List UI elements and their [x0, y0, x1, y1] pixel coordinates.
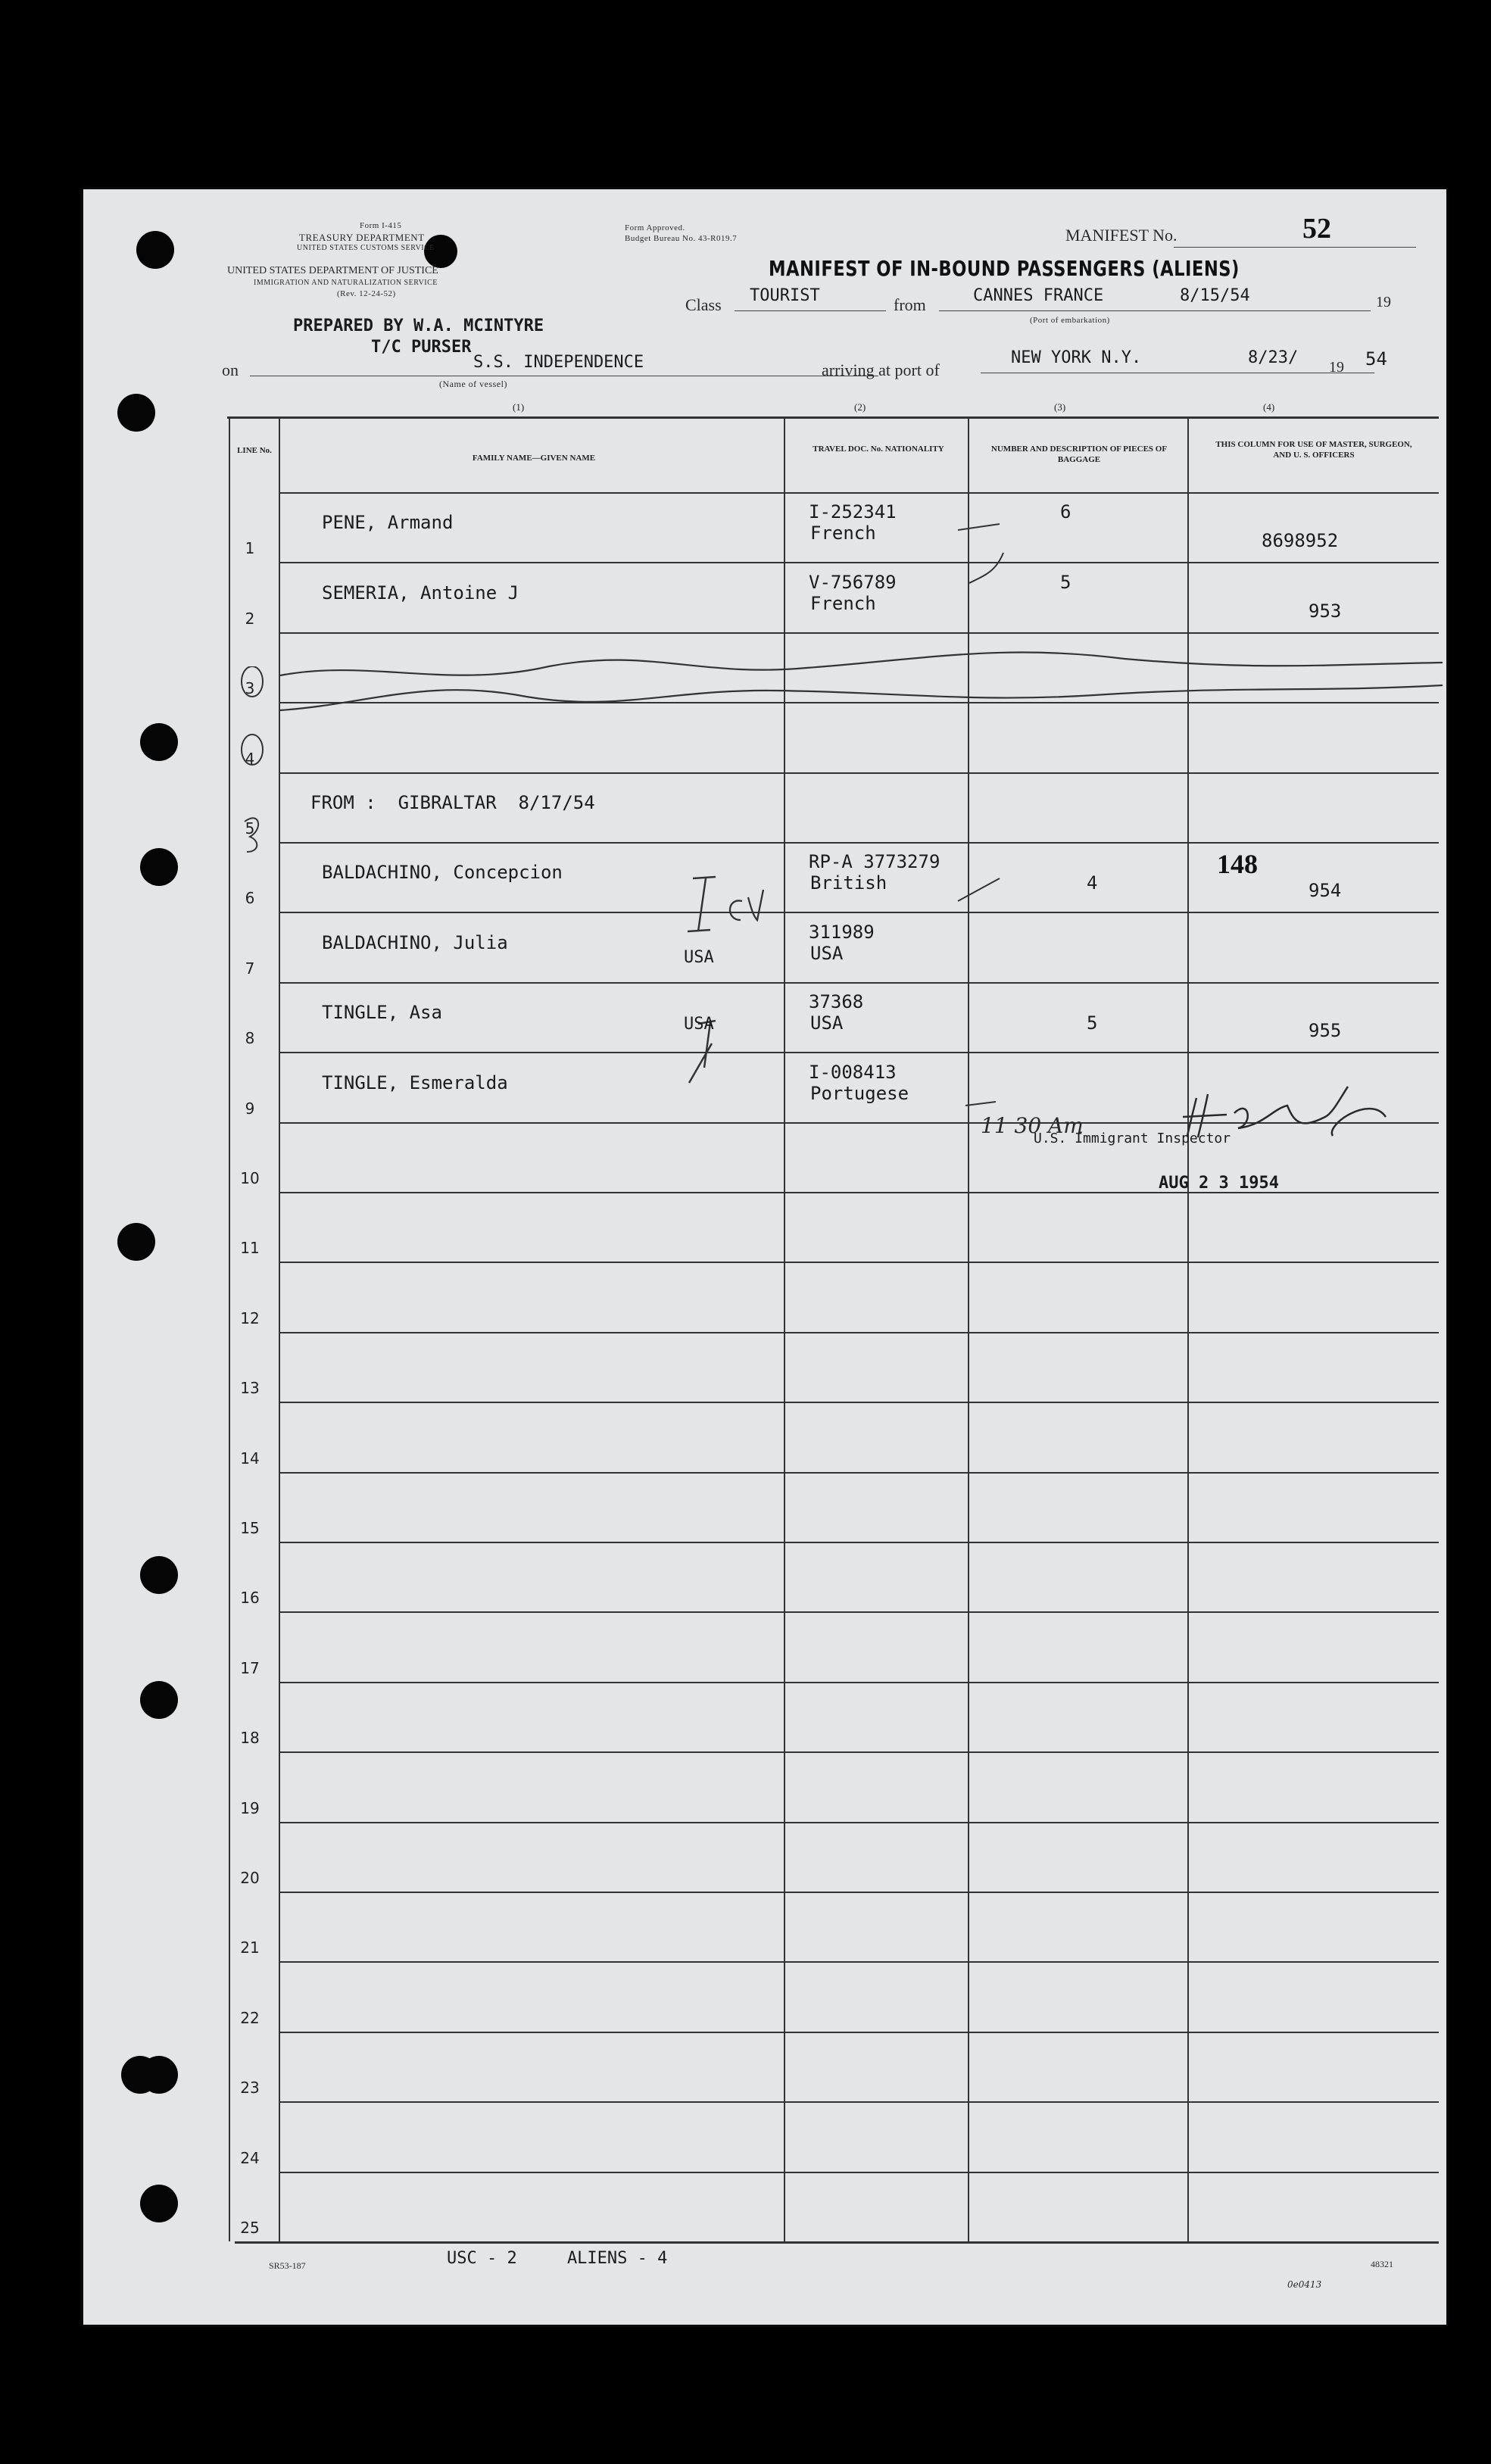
row-divider: [280, 1472, 1439, 1474]
row-divider: [280, 2172, 1439, 2173]
line-number: 20: [240, 1869, 260, 1887]
row-divider: [280, 2241, 1439, 2243]
line-number: 11: [240, 1239, 260, 1258]
line-number: 24: [240, 2148, 260, 2167]
port-embark-label: (Port of embarkation): [1030, 316, 1110, 325]
col-border-left: [229, 416, 230, 2241]
row-divider: [280, 1892, 1439, 1893]
row-divider: [280, 632, 1439, 634]
line-number: 9: [245, 1099, 255, 1118]
from-label: from: [894, 295, 926, 314]
line-number: 6: [245, 889, 255, 908]
officer-number: 954: [1309, 880, 1342, 902]
row-divider: [280, 1332, 1439, 1333]
row-divider: [280, 2101, 1439, 2103]
punch-hole: [140, 1681, 178, 1719]
row-divider: [280, 772, 1439, 774]
circled-line-marks: [233, 666, 279, 939]
row-divider: [280, 1262, 1439, 1263]
row-divider: [280, 912, 1439, 913]
passenger-name: TINGLE, Esmeralda: [322, 1071, 508, 1093]
passenger-name: SEMERIA, Antoine J: [322, 582, 519, 604]
punch-hole: [117, 394, 155, 432]
line-number: 22: [240, 2008, 260, 2027]
manifest-page: [83, 189, 1446, 2325]
row-divider: [280, 1822, 1439, 1823]
from-value: CANNES FRANCE: [973, 286, 1104, 305]
punch-hole: [117, 1223, 155, 1261]
dept-line-1: TREASURY DEPARTMENT: [299, 232, 425, 243]
header-officers: THIS COLUMN FOR USE OF MASTER, SURGEON, AND U. S. OFFICERS: [1215, 440, 1412, 460]
line-number: 3: [245, 679, 255, 698]
row-divider: [280, 1542, 1439, 1543]
justice-line-2: IMMIGRATION AND NATURALIZATION SERVICE: [254, 279, 438, 287]
travel-doc: V-756789: [809, 571, 897, 593]
row-divider: [280, 1961, 1439, 1963]
line-number: 17: [240, 1658, 260, 1677]
dept-line-2: UNITED STATES CUSTOMS SERVICE: [297, 244, 435, 252]
justice-line-1: UNITED STATES DEPARTMENT OF JUSTICE: [227, 265, 438, 276]
footer-code: SR53-187: [269, 2260, 306, 2271]
table-top-border: [227, 416, 1439, 419]
row-divider: [280, 1611, 1439, 1613]
line-number: 12: [240, 1308, 260, 1327]
line-number: 8: [245, 1029, 255, 1048]
vessel-value: S.S. INDEPENDENCE: [473, 353, 644, 372]
arriving-label: arriving at port of: [822, 360, 940, 379]
line-number: 10: [240, 1169, 260, 1187]
line-number: 15: [240, 1519, 260, 1537]
punch-hole: [136, 231, 174, 269]
baggage-count: 4: [1087, 872, 1098, 894]
officer-number: 953: [1309, 600, 1342, 622]
row-divider: [280, 1751, 1439, 1753]
approved-line-1: Form Approved.: [625, 223, 685, 232]
punch-hole: [140, 1556, 178, 1594]
line-number: 2: [245, 609, 255, 628]
punch-hole: [140, 848, 178, 886]
annotation-usa-row8: USA: [684, 1015, 714, 1034]
line-number: 18: [240, 1729, 260, 1748]
baggage-count: 5: [1087, 1012, 1098, 1034]
on-label: on: [222, 360, 239, 379]
row-divider: [280, 842, 1439, 844]
header-bottom-border: [280, 492, 1439, 494]
stamp-148: 148: [1217, 849, 1258, 879]
line-number: 1: [245, 539, 255, 558]
line-number: 19: [240, 1798, 260, 1817]
nationality: British: [810, 872, 887, 894]
punch-hole: [140, 723, 178, 761]
line-number: 5: [245, 819, 255, 837]
nationality: USA: [810, 1012, 844, 1034]
time-note: 11 30 Am: [981, 1113, 1084, 1138]
header-line-no: LINE No.: [237, 446, 272, 455]
passenger-name: PENE, Armand: [322, 512, 454, 534]
row-divider: [280, 2032, 1439, 2033]
handwritten-mark: [682, 856, 780, 1090]
nationality: Portugese: [810, 1082, 909, 1104]
form-title: MANIFEST OF IN-BOUND PASSENGERS (ALIENS): [769, 256, 1240, 281]
cancel-wavy-lines: [276, 636, 1446, 719]
line-number: 23: [240, 2079, 260, 2098]
purser: T/C PURSER: [371, 338, 472, 357]
revision: (Rev. 12-24-52): [337, 289, 396, 298]
punch-hole: [140, 2056, 178, 2094]
nationality: French: [810, 592, 876, 614]
arrival-date: 8/23/: [1248, 348, 1299, 367]
line-number: 7: [245, 959, 255, 978]
row-divider: [280, 982, 1439, 984]
baggage-count: 5: [1060, 571, 1071, 593]
col-num-1: (1): [513, 401, 525, 413]
officer-number: 955: [1309, 1020, 1342, 1042]
year-value: 54: [1365, 348, 1387, 370]
line-number: 4: [245, 749, 255, 768]
row-divider: [280, 1402, 1439, 1403]
travel-doc: RP-A 3773279: [809, 851, 940, 873]
col-num-3: (3): [1054, 401, 1066, 413]
year-prefix-1: 19: [1376, 294, 1391, 310]
line-number: 14: [240, 1449, 260, 1467]
passenger-name: BALDACHINO, Julia: [322, 931, 508, 953]
line-number: 13: [240, 1379, 260, 1398]
travel-doc: 37368: [809, 991, 864, 1013]
form-number: Form I-415: [360, 221, 402, 230]
date-stamp: AUG 2 3 1954: [1159, 1174, 1279, 1193]
prepared-by: PREPARED BY W.A. MCINTYRE: [293, 317, 544, 335]
nationality: USA: [810, 942, 844, 964]
row-divider: [280, 1682, 1439, 1683]
class-value: TOURIST: [750, 286, 820, 305]
manifest-label: MANIFEST No.: [1065, 226, 1178, 245]
baggage-count: 6: [1060, 501, 1071, 523]
passenger-name: TINGLE, Asa: [322, 1002, 442, 1024]
passenger-name: BALDACHINO, Concepcion: [322, 862, 563, 884]
punch-hole: [140, 2185, 178, 2222]
manifest-number: 52: [1302, 213, 1331, 245]
from-date: 8/15/54: [1180, 286, 1250, 305]
row-divider: [280, 1052, 1439, 1053]
inspector-line: U.S. Immigrant Inspector: [1034, 1131, 1231, 1146]
officer-number: 8698952: [1262, 530, 1339, 552]
header-baggage: NUMBER AND DESCRIPTION OF PIECES OF BAGGAGE: [990, 444, 1168, 464]
port-value: NEW YORK N.Y.: [1011, 348, 1142, 367]
footer-summary: USC - 2 ALIENS - 4: [447, 2249, 668, 2268]
header-name: FAMILY NAME—GIVEN NAME: [472, 454, 596, 463]
nationality: French: [810, 522, 876, 544]
line-number: 25: [240, 2219, 260, 2237]
class-label: Class: [685, 295, 722, 314]
footer-number: 48321: [1371, 2259, 1393, 2269]
travel-doc: I-252341: [809, 501, 897, 523]
col-num-4: (4): [1263, 401, 1275, 413]
line-number: 21: [240, 1938, 260, 1957]
travel-doc: I-008413: [809, 1061, 897, 1083]
vessel-label: (Name of vessel): [439, 379, 507, 389]
travel-doc: 311989: [809, 921, 875, 943]
line-number: 16: [240, 1589, 260, 1608]
passenger-name: FROM : GIBRALTAR 8/17/54: [310, 792, 595, 813]
approved-line-2: Budget Bureau No. 43-R019.7: [625, 234, 738, 243]
year-label: 19: [1329, 359, 1344, 376]
header-doc: TRAVEL DOC. No. NATIONALITY: [813, 444, 944, 454]
footer-handwritten: 0e0413: [1287, 2279, 1322, 2290]
annotation-usa-row7: USA: [684, 948, 714, 967]
tick-marks: [954, 515, 1068, 894]
col-num-2: (2): [854, 401, 866, 413]
row-divider: [280, 562, 1439, 563]
